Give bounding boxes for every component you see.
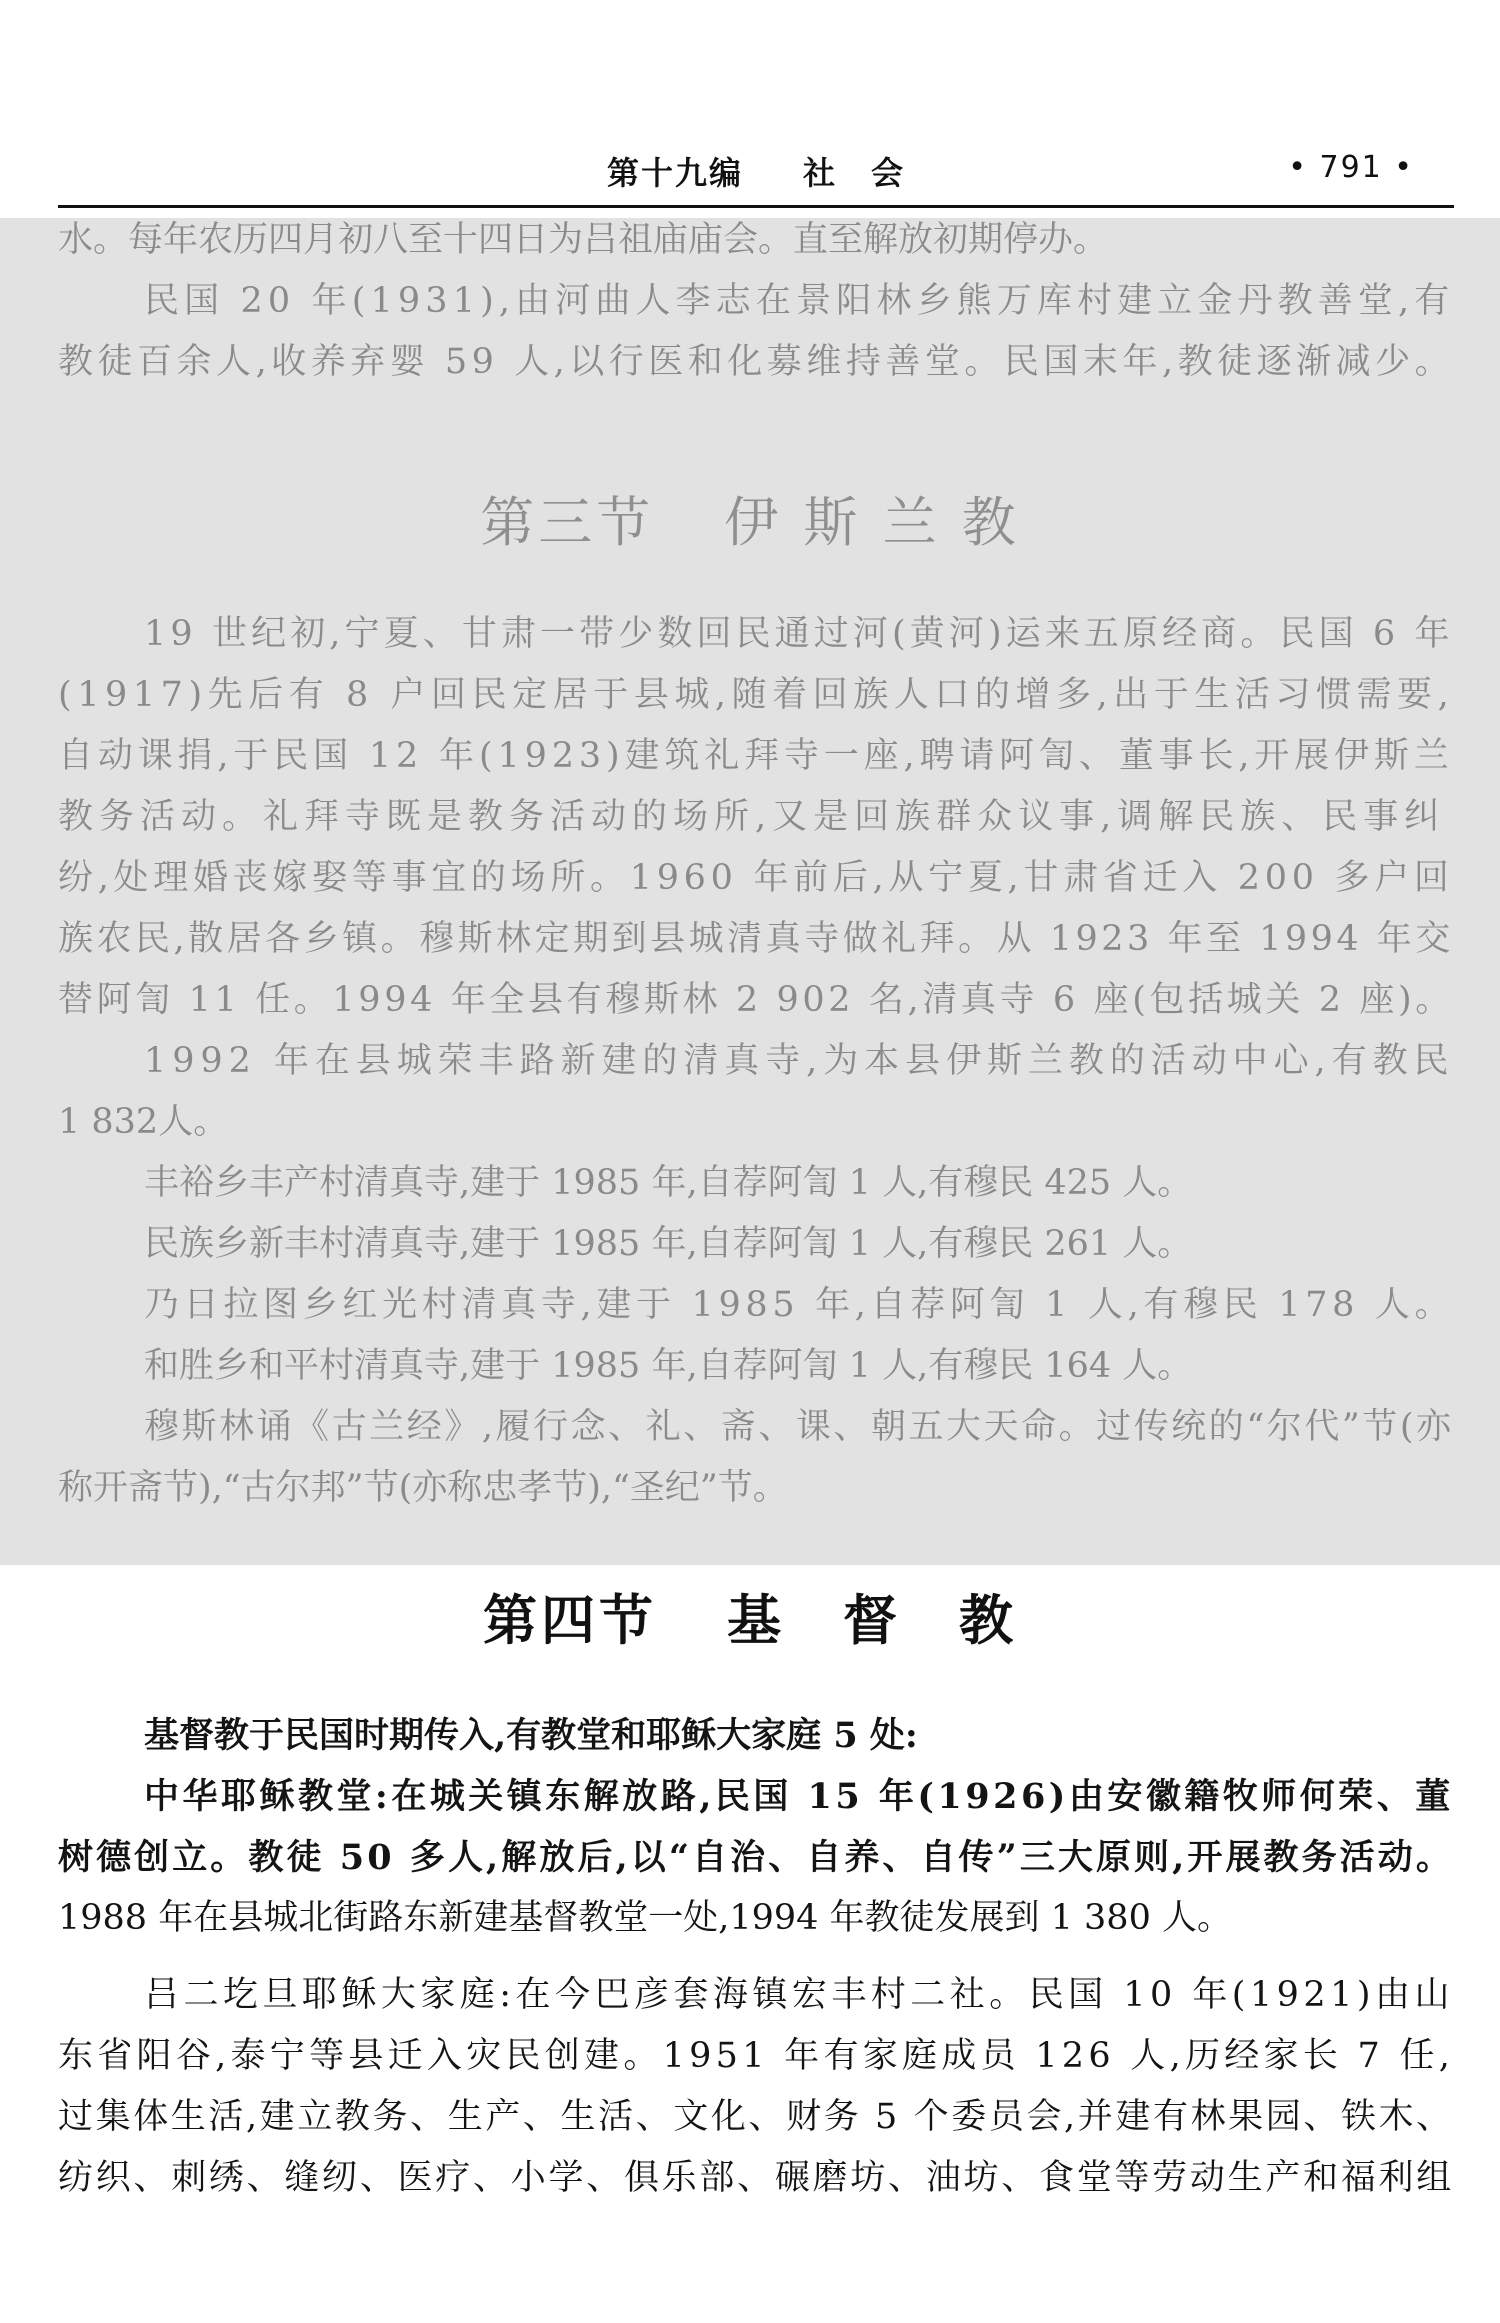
text-line: 东省阳谷,泰宁等县迁入灾民创建。1951 年有家庭成员 126 人,历经家长 7 任, <box>58 2036 1455 2076</box>
section-name: 基 督 教 <box>727 1588 1017 1652</box>
text-line: 树德创立。教徒 50 多人,解放后,以“自治、自养、自传”三大原则,开展教务活动。 <box>58 1837 1454 1878</box>
text-line: 1 832人。 <box>58 1102 229 1142</box>
text-line: 穆斯林诵《古兰经》,履行念、礼、斋、课、朝五大天命。过传统的“尔代”节(亦 <box>144 1407 1454 1447</box>
text-line: 基督教于民国时期传入,有教堂和耶稣大家庭 5 处: <box>144 1715 918 1756</box>
text-line: (1917)先后有 8 户回民定居于县城,随着回族人口的增多,出于生活习惯需要, <box>58 675 1455 715</box>
text-line: 吕二圪旦耶稣大家庭:在今巴彦套海镇宏丰村二社。民国 10 年(1921)由山 <box>144 1975 1454 2015</box>
text-line: 民族乡新丰村清真寺,建于 1985 年,自荐阿訇 1 人,有穆民 261 人。 <box>144 1224 1193 1264</box>
text-line: 称开斋节),“古尔邦”节(亦称忠孝节),“圣纪”节。 <box>58 1468 788 1508</box>
text-line: 中华耶稣教堂:在城关镇东解放路,民国 15 年(1926)由安徽籍牧师何荣、董 <box>144 1776 1454 1817</box>
page-number: • 791 • <box>1288 150 1414 185</box>
text-line: 教徒百余人,收养弃婴 59 人,以行医和化募维持善堂。民国末年,教徒逐渐减少。 <box>58 342 1455 382</box>
section-title-christianity <box>0 1578 1500 1655</box>
text-line: 族农民,散居各乡镇。穆斯林定期到县城清真寺做礼拜。从 1923 年至 1994 年交 <box>58 919 1454 959</box>
section-number: 第四节 <box>483 1588 657 1652</box>
text-line: 自动课捐,于民国 12 年(1923)建筑礼拜寺一座,聘请阿訇、董事长,开展伊斯兰 <box>58 736 1454 776</box>
text-line: 19 世纪初,宁夏、甘肃一带少数回民通过河(黄河)运来五原经商。民国 6 年 <box>144 614 1454 654</box>
text-line: 纺织、刺绣、缝纫、医疗、小学、俱乐部、碾磨坊、油坊、食堂等劳动生产和福利组 <box>58 2158 1455 2198</box>
text-line: 乃日拉图乡红光村清真寺,建于 1985 年,自荐阿訇 1 人,有穆民 178 人。 <box>144 1285 1455 1325</box>
text-line: 丰裕乡丰产村清真寺,建于 1985 年,自荐阿訇 1 人,有穆民 425 人。 <box>144 1163 1193 1203</box>
text-line: 纷,处理婚丧嫁娶等事宜的场所。1960 年前后,从宁夏,甘肃省迁入 200 多户回 <box>58 858 1454 898</box>
text-line: 1988 年在县城北街路东新建基督教堂一处,1994 年教徒发展到 1 380 人。 <box>58 1898 1232 1938</box>
text-line: 水。每年农历四月初八至十四日为吕祖庙庙会。直至解放初期停办。 <box>58 220 1109 260</box>
text-line: 1992 年在县城荣丰路新建的清真寺,为本县伊斯兰教的活动中心,有教民 <box>144 1041 1455 1081</box>
text-line: 替阿訇 11 任。1994 年全县有穆斯林 2 902 名,清真寺 6 座(包括城关 2 座)。 <box>58 980 1454 1020</box>
text-line: 过集体生活,建立教务、生产、生活、文化、财务 5 个委员会,并建有林果园、铁木、 <box>58 2097 1454 2137</box>
header-title: 社 会 <box>803 154 906 192</box>
header-part: 第十九编 <box>606 154 743 192</box>
text-line: 教务活动。礼拜寺既是教务活动的场所,又是回族群众议事,调解民族、民事纠 <box>58 797 1446 837</box>
section-number: 第三节 <box>480 491 655 554</box>
text-line: 民国 20 年(1931),由河曲人李志在景阳林乡熊万库村建立金丹教善堂,有 <box>144 281 1455 321</box>
text-line: 和胜乡和平村清真寺,建于 1985 年,自荐阿訇 1 人,有穆民 164 人。 <box>144 1346 1193 1386</box>
section-name: 伊 斯 兰 教 <box>724 491 1020 554</box>
